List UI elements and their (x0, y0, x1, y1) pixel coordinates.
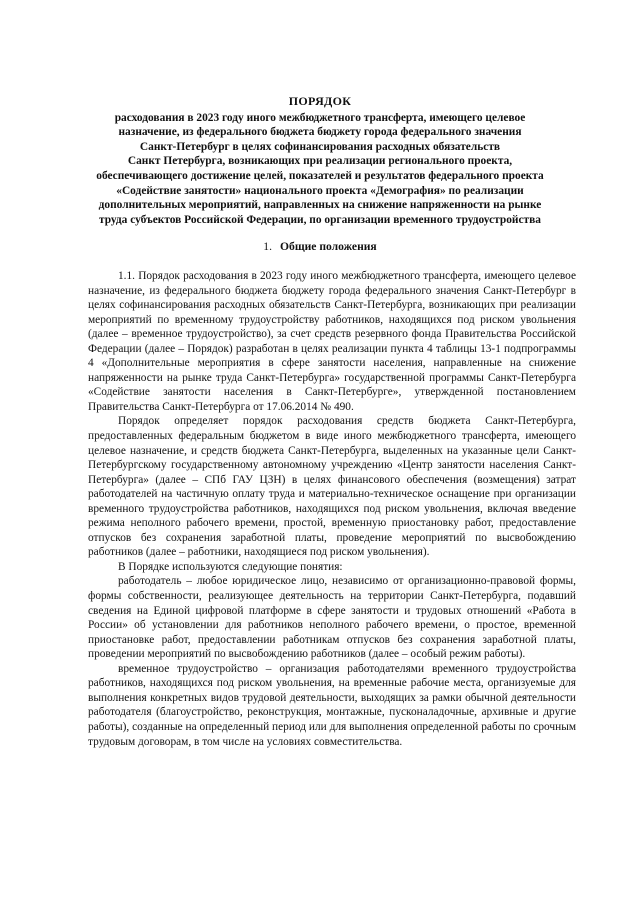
subtitle-line: назначение, из федерального бюджета бюджету города федерального значения (118, 126, 522, 139)
section-title: Общие положения (280, 240, 377, 253)
subtitle-line: труда субъектов Российской Федерации, по организации временного трудоустройства (99, 213, 541, 226)
subtitle-line: обеспечивающего достижение целей, показателей и результатов федерального проекта (96, 169, 544, 182)
document-title: ПОРЯДОК (288, 94, 352, 108)
subtitle-line: дополнительных мероприятий, направленных на снижение напряженности на рынке (98, 199, 542, 212)
paragraph-definition-temporary-employment: временное трудоустройство – организация работодателями временного трудоустройства работников, находящихся под риском увольнения, на временные рабочие места, организуемые для выполнения конкретных видов трудовой деятельности, выходящих за рамки обычной деятельности работодателя (благоустройство, реконструкция, монтажные, пусконаладочные, архивные и другие работы), созданные на определенный период или для выполнения определенной работы по срочным трудовым договорам, в том числе на условиях совместительства. (88, 662, 576, 748)
document-title-block (60, 94, 580, 227)
paragraph-1-1: 1.1. Порядок расходования в 2023 году иного межбюджетного трансферта, имеющего целевое назначение, из федерального бюджета бюджету города федерального значения Санкт-Петербург в целях софинансирования расходных обязательств Санкт-Петербурга, возникающих при реализации мероприятий по временному трудоустройству работников, находящихся под риском увольнения (далее – временное трудоустройство), за счет средств резервного фонда Правительства Российской Федерации (далее – Порядок) разработан в целях реализации пункта 4 таблицы 13-1 подпрограммы 4 «Дополнительные мероприятия в сфере занятости населения, направленные на снижение напряженности на рынке труда Санкт-Петербурга» государственной программы Санкт-Петербурга «Содействие занятости населения в Санкт-Петербурге», утвержденной постановлением Правительства Санкт-Петербурга от 17.06.2014 № 490. (88, 270, 576, 413)
subtitle-line: «Содействие занятости» национального проекта «Демография» по реализации (116, 184, 524, 197)
paragraph-definitions-intro: В Порядке используются следующие понятия: (118, 560, 343, 573)
section-number: 1. (263, 240, 272, 253)
subtitle-line: Санкт Петербурга, возникающих при реализации регионального проекта, (127, 155, 513, 168)
document-body (88, 269, 576, 749)
paragraph-scope: Порядок определяет порядок расходования средств бюджета Санкт-Петербурга, предоставленных федеральным бюджетом в виде иного межбюджетного трансферта, имеющего целевое назначение, и средств бюджета Санкт-Петербурга, выделенных на указанные цели Санкт-Петербургскому государственному автономному учреждению «Центр занятости населения Санкт-Петербурга» (далее – СПб ГАУ ЦЗН) в целях финансового обеспечения (возмещения) затрат работодателей на частичную оплату труда и материально-техническое оснащение при организации временного трудоустройства работников, находящихся под риском увольнения, включая введение режима неполного рабочего времени, простой, временную приостановку работ, предоставление отпусков без сохранения заработной платы, проведение мероприятий по высвобождению работников (далее – работники, находящиеся под риском увольнения). (88, 415, 576, 559)
subtitle-line: расходования в 2023 году иного межбюджетного трансферта, имеющего целевое (114, 111, 526, 124)
subtitle-line: Санкт-Петербург в целях софинансирования расходных обязательств (139, 140, 501, 153)
section-heading (0, 240, 640, 253)
document-subtitle (60, 111, 580, 228)
paragraph-definition-employer: работодатель – любое юридическое лицо, независимо от организационно-правовой формы, формы собственности, реализующее деятельность на территории Санкт-Петербурга, подавший сведения на Единой цифровой платформе в сфере занятости и трудовых отношений «Работа в России» об установлении для работников неполного рабочего времени, о простое, временной приостановке работ, предоставлении работникам отпусков без сохранения заработной платы, проведении мероприятий по высвобождению работников (далее – особый режим работы). (88, 575, 576, 661)
